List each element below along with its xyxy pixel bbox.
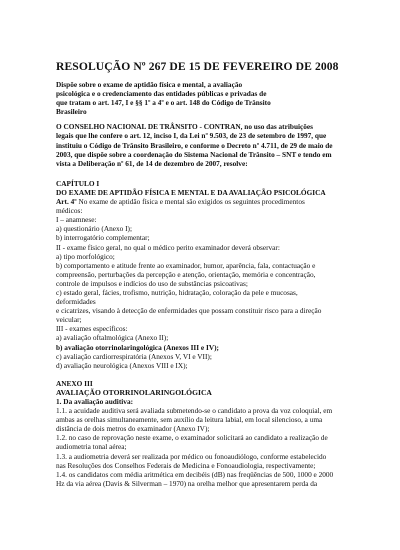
annex-title: AVALIAÇÃO OTORRINOLARINGOLÓGICA <box>56 387 212 397</box>
article-4-items <box>56 215 356 370</box>
article-item: b) interrogatório complementar; <box>56 233 150 243</box>
article-4-text: No exame de aptidão física e mental são exigidos os seguintes procedimentos médicos: <box>56 197 305 216</box>
article-item: b) comportamento e atitude frente ao examinador, humor, aparência, fala, contactuação e compreensão, perturbações da percepção e atenção, orientação, memória e concentração, controle de impulsos e indícios do uso de substâncias psicoativas; <box>56 260 316 288</box>
article-item: II - exame físico geral, no qual o médico perito examinador deverá observar: <box>56 242 280 252</box>
annex-label: ANEXO III <box>56 378 93 388</box>
article-item: a) avaliação oftalmológica (Anexo II); <box>56 333 169 343</box>
annex-paragraph: 1.3. a audiometria deverá ser realizada por médico ou fonoaudiólogo, conforme estabelecido nas Resoluções dos Conselhos Federais de Medicina e Fonoaudiologia, respectivamente; <box>56 451 327 470</box>
article-item-highlighted: b) avaliação otorrinolaringológica (Anexos III e IV); <box>56 342 219 352</box>
article-item: a) questionário (Anexo I); <box>56 224 132 234</box>
resolution-summary: Dispõe sobre o exame de aptidão física e mental, a avaliação psicológica e o credenciamento das entidades públicas e privadas de que tratam o art. 147, I e §§ 1º a 4º e o art. 148 do Código de Trânsito Brasileiro <box>56 80 271 117</box>
annex-paragraph: 1.2. no caso de reprovação neste exame, o examinador solicitará ao candidato a realização de audiometria tonal aérea; <box>56 433 328 452</box>
article-item: I – anamnese: <box>56 215 97 225</box>
resolution-preamble: O CONSELHO NACIONAL DE TRÂNSITO - CONTRAN, no uso das atribuições legais que lhe confere o art. 12, inciso I, da Lei nº 9.503, de 23 de setembro de 1997, que instituiu o Código de Trânsito Brasileiro, e conforme o Decreto nº 4.711, de 29 de maio de 2003, que dispõe sobre a coordenação do Sistema Nacional de Trânsito – SNT e tendo em vista a Deliberação nº 61, de 14 de dezembro de 2007, resolve: <box>56 122 333 168</box>
article-item: c) estado geral, fácies, trofismo, nutrição, hidratação, coloração da pele e mucosas, deformidades <box>56 287 298 307</box>
article-item: c) avaliação cardiorrespiratória (Anexos V, VI e VII); <box>56 351 212 361</box>
article-4-label: Art. 4º <box>56 197 77 207</box>
annex-paragraph: 1.4. os candidatos com média aritmética em decibéis (dB) nas freqüências de 500, 1000 e 2000 Hz da via aérea (Davis & Silverman – 1970) na orelha melhor que apresentarem perda da <box>56 469 334 488</box>
chapter-label: CAPÍTULO I <box>56 178 100 188</box>
annex-paragraphs <box>56 406 356 488</box>
annex-paragraph: 1.1. a acuidade auditiva será avaliada submetendo-se o candidato a prova da voz coloquial, em ambas as orelhas simultaneamente, sem auxílio da leitura labial, em local silencioso, a uma distância de dois metros do examinador (Anexo IV); <box>56 406 333 434</box>
annex-section-heading: 1. Da avaliação auditiva: <box>56 397 134 406</box>
article-item: e cicatrizes, visando à detecção de enfermidades que possam constituir risco para a direção veicular; <box>56 306 322 325</box>
article-item: d) avaliação neurológica (Anexos VIII e IX); <box>56 360 188 370</box>
article-4 <box>56 197 356 215</box>
resolution-title: RESOLUÇÃO Nº 267 DE 15 DE FEVEREIRO DE 2008 <box>56 60 339 73</box>
article-item: III - exames específicos: <box>56 324 128 334</box>
article-item: a) tipo morfológico; <box>56 251 115 261</box>
spacer <box>56 370 356 379</box>
chapter-title: DO EXAME DE APTIDÃO FÍSICA E MENTAL E DA AVALIAÇÃO PSICOLÓGICA <box>56 187 326 197</box>
